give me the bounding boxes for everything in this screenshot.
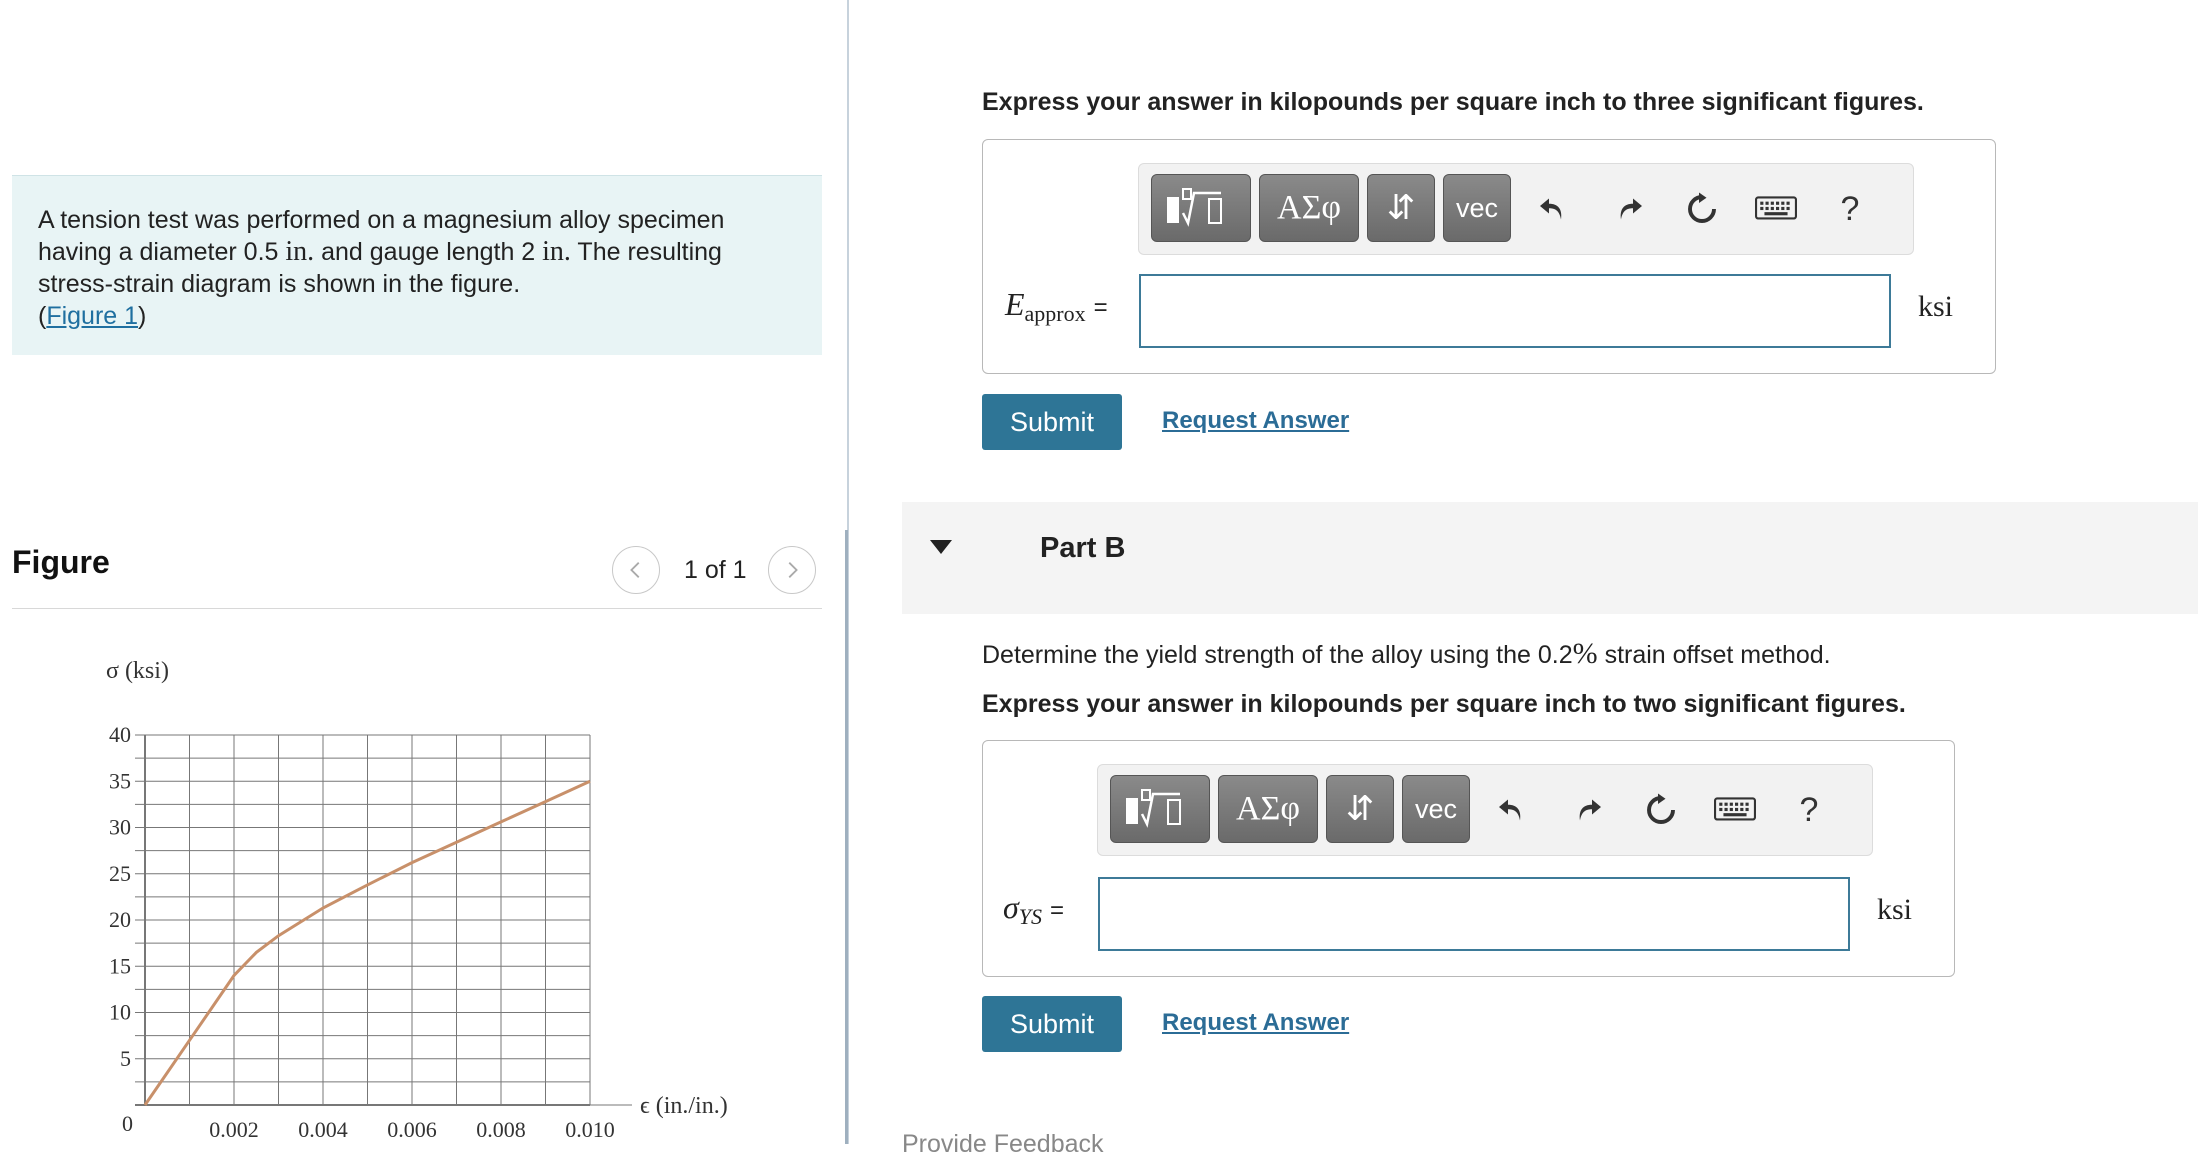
figure-link-open: ( xyxy=(38,302,47,330)
panel-scroll-indicator[interactable] xyxy=(845,530,848,1144)
y-axis-label: σ (ksi) xyxy=(106,658,169,684)
y-tick-label: 30 xyxy=(109,814,131,840)
arrows-button[interactable]: ⇵ xyxy=(1367,174,1435,242)
part-a-variable-label xyxy=(1005,286,1108,327)
part-a-equals: = xyxy=(1093,294,1108,321)
part-b-answer-input[interactable] xyxy=(1098,877,1850,951)
part-a-instruction: Express your answer in kilopounds per square inch to three significant figures. xyxy=(982,88,1924,116)
problem-statement xyxy=(12,175,822,355)
part-b-unit: ksi xyxy=(1877,893,1913,926)
stress-strain-chart xyxy=(12,640,832,1144)
problem-text-2: and gauge length 2 xyxy=(314,238,543,266)
part-a-unit: ksi xyxy=(1918,290,1954,323)
part-a-math-toolbar xyxy=(1138,163,1914,255)
vector-button[interactable]: vec xyxy=(1402,775,1470,843)
part-a-var-sub: approx xyxy=(1024,301,1086,326)
x-tick-label: 0.004 xyxy=(298,1117,348,1142)
vector-button[interactable]: vec xyxy=(1443,174,1511,242)
reset-icon[interactable] xyxy=(1677,184,1727,234)
previous-figure-button[interactable] xyxy=(612,546,660,594)
part-b-answer-box xyxy=(982,740,1955,977)
right-panel xyxy=(850,0,2198,1158)
part-b-submit-button[interactable]: Submit xyxy=(982,996,1122,1052)
origin-label: 0 xyxy=(122,1111,133,1136)
part-b-variable-label xyxy=(1003,889,1064,930)
part-a-var-main: E xyxy=(1005,286,1025,322)
figure-title: Figure xyxy=(12,544,110,580)
part-b-title: Part B xyxy=(1040,532,1126,564)
keyboard-icon[interactable] xyxy=(1751,184,1801,234)
chart-svg xyxy=(12,640,832,1144)
x-tick-label: 0.008 xyxy=(476,1117,526,1142)
greek-symbols-button[interactable]: ΑΣφ xyxy=(1218,775,1318,843)
part-a-request-answer-link[interactable]: Request Answer xyxy=(1162,407,1350,434)
part-a-answer-input[interactable] xyxy=(1139,274,1891,348)
part-b-question-percent: % xyxy=(1572,637,1598,670)
undo-icon[interactable] xyxy=(1527,184,1577,234)
figure-link[interactable]: Figure 1 xyxy=(46,302,139,330)
chevron-right-icon xyxy=(781,559,803,581)
reset-icon[interactable] xyxy=(1636,785,1686,835)
y-tick-label: 15 xyxy=(109,953,131,979)
y-tick-label: 5 xyxy=(120,1045,131,1071)
left-panel xyxy=(0,0,848,1144)
part-a-answer-box xyxy=(982,139,1996,374)
part-a-submit-button[interactable]: Submit xyxy=(982,394,1122,450)
part-b-var-main: σ xyxy=(1003,889,1019,925)
fraction-root-icon xyxy=(1161,183,1241,233)
part-b-equals: = xyxy=(1050,897,1065,924)
problem-text-1: A tension test was performed on a magnesium alloy specimen having a diameter 0.5 xyxy=(38,206,725,266)
x-tick-label: 0.010 xyxy=(565,1117,615,1142)
y-tick-label: 40 xyxy=(109,722,131,747)
greek-symbols-button[interactable]: ΑΣφ xyxy=(1259,174,1359,242)
problem-unit-1: in. xyxy=(285,236,315,267)
problem-text-3: The resulting stress-strain diagram is shown in the figure. xyxy=(38,238,722,298)
part-b-question-text-2: strain offset method. xyxy=(1597,641,1831,669)
redo-icon[interactable] xyxy=(1564,785,1614,835)
figure-header xyxy=(12,538,822,609)
figure-link-close: ) xyxy=(138,302,147,330)
part-b-question-text-1: Determine the yield strength of the alloy using the 0.2 xyxy=(982,641,1573,669)
redo-icon[interactable] xyxy=(1605,184,1655,234)
figure-page-indicator: 1 of 1 xyxy=(684,556,747,584)
x-axis-label: ϵ (in./in.) xyxy=(640,1093,728,1119)
part-b-request-answer-link[interactable]: Request Answer xyxy=(1162,1009,1350,1036)
part-b-header[interactable] xyxy=(902,502,2198,614)
y-tick-label: 35 xyxy=(109,768,131,794)
part-b-instruction: Express your answer in kilopounds per square inch to two significant figures. xyxy=(982,690,1906,718)
help-icon[interactable]: ? xyxy=(1799,790,1819,829)
y-tick-label: 25 xyxy=(109,860,131,886)
fraction-root-icon xyxy=(1120,784,1200,834)
collapse-caret-icon[interactable] xyxy=(930,540,952,554)
undo-icon[interactable] xyxy=(1486,785,1536,835)
y-tick-label: 20 xyxy=(109,907,131,932)
x-tick-label: 0.002 xyxy=(209,1117,259,1142)
help-icon[interactable]: ? xyxy=(1840,189,1860,228)
part-b-question xyxy=(982,637,1831,671)
x-tick-label: 0.006 xyxy=(387,1117,437,1142)
arrows-button[interactable]: ⇵ xyxy=(1326,775,1394,843)
provide-feedback-link[interactable]: Provide Feedback xyxy=(902,1130,1104,1158)
templates-button[interactable] xyxy=(1151,174,1251,242)
y-tick-label: 10 xyxy=(109,999,131,1025)
next-figure-button[interactable] xyxy=(768,546,816,594)
chevron-left-icon xyxy=(625,559,647,581)
part-b-var-sub: YS xyxy=(1018,904,1043,929)
keyboard-icon[interactable] xyxy=(1710,785,1760,835)
part-b-math-toolbar xyxy=(1097,764,1873,856)
problem-unit-2: in. xyxy=(542,236,571,267)
templates-button[interactable] xyxy=(1110,775,1210,843)
